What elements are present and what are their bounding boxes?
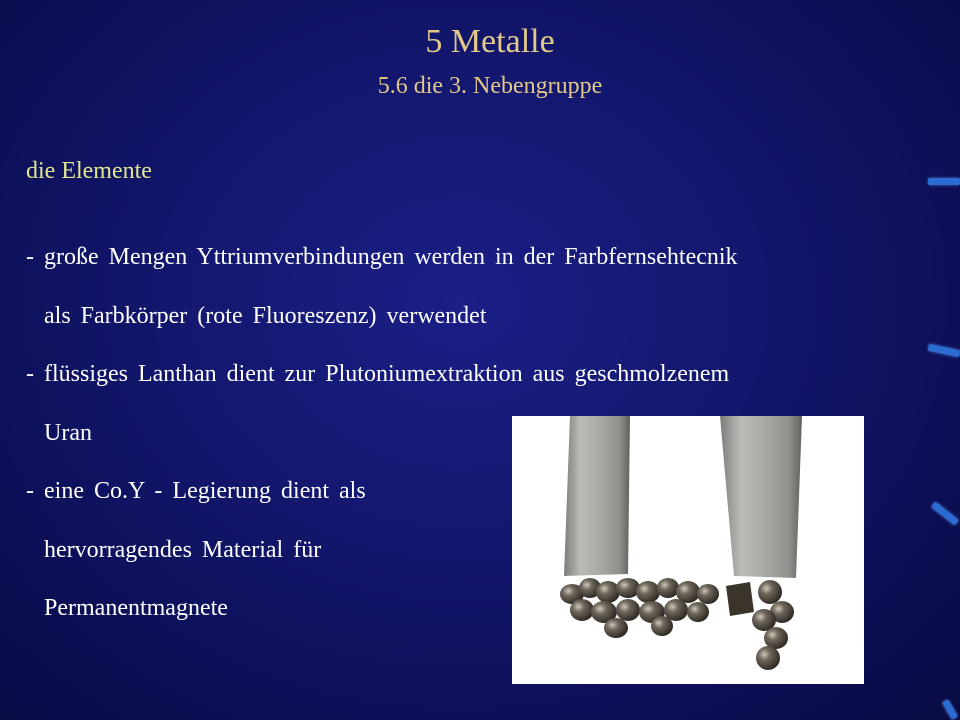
bullet-line: - große Mengen Yttriumverbindungen werden in der Farbfernsehtecnik bbox=[26, 244, 738, 270]
bullet-line: - flüssiges Lanthan dient zur Plutoniumextraktion aus geschmolzenem bbox=[26, 361, 730, 387]
bullet-line: - eine Co.Y - Legierung dient als bbox=[26, 478, 366, 504]
bullet-line: hervorragendes Material für bbox=[44, 536, 322, 563]
decor-stripe bbox=[931, 502, 959, 526]
decor-stripe bbox=[928, 344, 960, 358]
bullet-line: als Farbkörper (rote Fluoreszenz) verwendet bbox=[44, 302, 487, 329]
bullet-line: Uran bbox=[44, 419, 92, 446]
slide-subtitle: 5.6 die 3. Nebengruppe bbox=[377, 73, 603, 99]
slide-title: 5 Metalle bbox=[425, 23, 555, 60]
decor-stripe bbox=[928, 178, 960, 185]
decor-stripe bbox=[942, 699, 958, 720]
metal-bars-photo bbox=[512, 416, 864, 684]
section-heading: die Elemente bbox=[26, 158, 152, 184]
metal-bars-illustration bbox=[512, 416, 864, 684]
bullet-line: Permanentmagnete bbox=[44, 595, 228, 621]
